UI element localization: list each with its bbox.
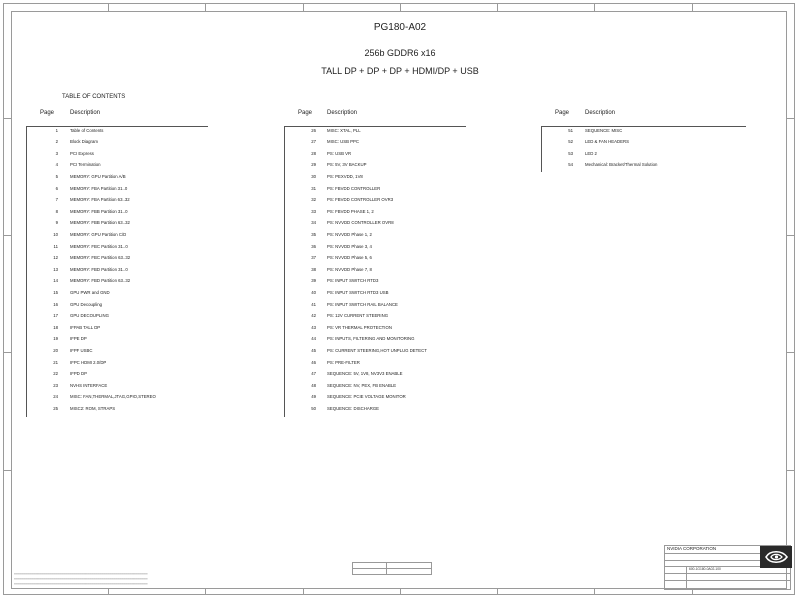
toc-description: MISC: XTAL, PLL xyxy=(327,127,361,133)
toc-description: SEQUENCE: MISC xyxy=(585,127,623,133)
toc-page-number: 2 xyxy=(55,139,58,145)
toc-description: SEQUENCE: PCIE VOLTAGE MONITOR xyxy=(327,394,406,400)
toc-description: PS: NVVDD Phase 1, 2 xyxy=(327,231,372,237)
toc-page-number: 22 xyxy=(53,371,58,377)
toc-page-number: 19 xyxy=(53,336,58,342)
toc-description: GPU DECOUPLING xyxy=(70,313,109,319)
toc-description: PS: NVVDD CONTROLLER OVR8 xyxy=(327,220,394,226)
toc-page-number: 47 xyxy=(311,371,316,377)
toc-description: LED & FAN HEADERS xyxy=(585,139,629,145)
toc-description: Block Diagram xyxy=(70,139,98,145)
toc-page-number: 37 xyxy=(311,255,316,261)
revision-block-divider xyxy=(352,568,432,569)
zone-tick xyxy=(108,3,109,11)
toc-page-number: 5 xyxy=(55,173,58,179)
toc-page-number: 49 xyxy=(311,394,316,400)
title-block-rule-2 xyxy=(664,560,761,561)
toc-description: SEQUENCE: 5V, 1V8, NV3V3 ENABLE xyxy=(327,371,403,377)
board-title: PG180-A02 xyxy=(373,22,427,33)
toc-page-number: 4 xyxy=(55,162,58,168)
zone-tick xyxy=(400,3,401,11)
toc-page-number: 17 xyxy=(53,313,58,319)
toc-page-number: 16 xyxy=(53,301,58,307)
toc-description: MEMORY: FBA Partition 31..0 xyxy=(70,185,128,191)
toc-page-number: 26 xyxy=(311,127,316,133)
zone-tick xyxy=(205,589,206,595)
toc-page-number: 6 xyxy=(55,185,58,191)
toc-page-number: 54 xyxy=(568,162,573,168)
zone-tick xyxy=(3,118,11,119)
toc-page-number: 23 xyxy=(53,382,58,388)
zone-tick xyxy=(692,3,693,11)
toc-description: PS: NVVDD Phase 7, 8 xyxy=(327,266,372,272)
toc-page-number: 3 xyxy=(55,150,58,156)
toc-description: PS: FBVDD PHASE 1, 2 xyxy=(327,208,374,214)
zone-tick xyxy=(787,352,795,353)
col2-page-header: Page xyxy=(298,110,313,116)
toc-description: LED 2 xyxy=(585,150,597,156)
toc-description: MEMORY: FBB Partition 63..32 xyxy=(70,220,130,226)
toc-description: PS: FBVDD CONTROLLER xyxy=(327,185,381,191)
toc-description: PS: INPUT SWITCH RAIL BALANCE xyxy=(327,301,398,307)
toc-page-number: 30 xyxy=(311,173,316,179)
toc-description: SEQUENCE: DISCHARGE xyxy=(327,405,380,411)
toc-page-number: 51 xyxy=(568,127,573,133)
title-block-rule-4 xyxy=(664,573,791,574)
toc-description: MEMORY: FBD Partition 63..32 xyxy=(70,278,131,284)
nvidia-logo-icon xyxy=(760,546,792,568)
toc-page-number: 11 xyxy=(53,243,58,249)
col3-page-header: Page xyxy=(555,110,570,116)
toc-page-number: 48 xyxy=(311,382,316,388)
zone-tick xyxy=(205,3,206,11)
toc-description: PS: PRE-FILTER xyxy=(327,359,360,365)
toc-page-number: 10 xyxy=(53,231,58,237)
toc-description: MISC: USB PPC xyxy=(327,139,359,145)
zone-tick xyxy=(108,589,109,595)
legal-notice-line-2: ▔▔▔▔▔▔▔▔▔▔▔▔▔▔▔▔▔▔▔▔▔▔▔▔▔▔▔▔▔▔▔▔▔▔▔▔▔▔▔▔▔▔▔▔▔▔▔▔▔▔▔▔▔▔▔▔▔▔▔▔▔▔▔▔▔▔▔ xyxy=(14,579,148,582)
toc-description: PS: INPUT SWITCH RTD3 xyxy=(327,278,379,284)
toc-description: MEMORY: FBC Partition 31..0 xyxy=(70,243,128,249)
toc-description: IFPE DP xyxy=(70,336,87,342)
toc-page-number: 24 xyxy=(53,394,58,400)
toc-page-number: 53 xyxy=(568,150,573,156)
toc-page-number: 29 xyxy=(311,162,316,168)
toc-description: MEMORY: GPU Partition C/D xyxy=(70,231,127,237)
toc-description: MEMORY: GPU Partition A/B xyxy=(70,173,126,179)
toc-description: NVHS INTERFACE xyxy=(70,382,108,388)
toc-page-number: 28 xyxy=(311,150,316,156)
toc-page-number: 41 xyxy=(311,301,316,307)
toc-page-number: 45 xyxy=(311,347,316,353)
company-name: NVIDIA CORPORATION xyxy=(667,546,717,551)
toc-title: TABLE OF CONTENTS xyxy=(62,94,126,100)
toc-description: PS: FBVDD CONTROLLER OVR3 xyxy=(327,197,394,203)
col2-desc-header: Description xyxy=(327,110,358,116)
toc-description: GPU Decoupling xyxy=(70,301,103,307)
zone-tick xyxy=(400,589,401,595)
toc-description: MEMORY: FBD Partition 31..0 xyxy=(70,266,128,272)
toc-description: PS: VR THERMAL PROTECTION xyxy=(327,324,392,330)
memory-config: 256b GDDR6 x16 xyxy=(364,48,436,58)
toc-page-number: 7 xyxy=(55,197,58,203)
toc-page-number: 52 xyxy=(568,139,573,145)
toc-description: GPU PWR and GND xyxy=(70,289,110,295)
toc-description: IFPD DP xyxy=(70,371,87,377)
toc-description: PS: 5V, 3V BACKUP xyxy=(327,162,367,168)
zone-tick xyxy=(303,3,304,11)
sheet-border-inner xyxy=(11,11,787,589)
col3-left-rule xyxy=(541,126,542,172)
toc-page-number: 20 xyxy=(53,347,58,353)
toc-page-number: 35 xyxy=(311,231,316,237)
toc-page-number: 15 xyxy=(53,289,58,295)
zone-tick xyxy=(594,589,595,595)
legal-notice-line-3: ▔▔▔▔▔▔▔▔▔▔▔▔▔▔▔▔▔▔▔▔▔▔▔▔▔▔▔▔▔▔▔▔▔▔▔▔▔▔▔▔▔▔▔▔▔▔▔▔▔▔▔▔▔▔▔▔▔▔▔▔▔▔▔▔▔▔▔ xyxy=(14,584,148,587)
revision-block-vdivider xyxy=(386,562,387,575)
toc-description: MISC: FAN,THERMAL,JTAG,GPIO,STEREO xyxy=(70,394,156,400)
toc-description: PS: CURRENT STEERING,HOT UNPLUG DETECT xyxy=(327,347,427,353)
toc-description: Table of Contents xyxy=(70,127,104,133)
toc-description: MEMORY: FBC Partition 63..32 xyxy=(70,255,131,261)
toc-page-number: 1 xyxy=(55,127,58,133)
toc-page-number: 31 xyxy=(311,185,316,191)
zone-tick xyxy=(3,235,11,236)
toc-description: PS: PEXVDD, 1V8 xyxy=(327,173,363,179)
toc-page-number: 44 xyxy=(311,336,316,342)
toc-page-number: 40 xyxy=(311,289,316,295)
zone-tick xyxy=(497,589,498,595)
toc-description: PCI Express xyxy=(70,150,94,156)
col1-desc-header: Description xyxy=(70,110,101,116)
toc-description: PS: NVVDD Phase 5, 6 xyxy=(327,255,372,261)
toc-page-number: 43 xyxy=(311,324,316,330)
display-outputs: TALL DP + DP + DP + HDMI/DP + USB xyxy=(321,66,479,76)
toc-description: SEQUENCE: NV, PEX, FB ENABLE xyxy=(327,382,397,388)
board-number: 600-1G180-0A02-100 xyxy=(689,567,721,571)
zone-tick xyxy=(594,3,595,11)
toc-page-number: 46 xyxy=(311,359,316,365)
zone-tick xyxy=(3,470,11,471)
toc-description: IFPF USBC xyxy=(70,347,93,353)
toc-description: MEMORY: FBA Partition 63..32 xyxy=(70,197,130,203)
toc-page-number: 38 xyxy=(311,266,316,272)
toc-page-number: 25 xyxy=(53,405,58,411)
toc-description: PCI Termination xyxy=(70,162,101,168)
toc-description: PS: NVVDD Phase 3, 4 xyxy=(327,243,372,249)
toc-page-number: 13 xyxy=(53,266,58,272)
toc-description: IFPC HDMI 2.0/DP xyxy=(70,359,107,365)
toc-page-number: 27 xyxy=(311,139,316,145)
toc-description: IFPAB TALL DP xyxy=(70,324,101,330)
title-block-rule-1 xyxy=(664,553,761,554)
toc-page-number: 33 xyxy=(311,208,316,214)
col1-left-rule xyxy=(26,126,27,417)
legal-notice-line-1: ▔▔▔▔▔▔▔▔▔▔▔▔▔▔▔▔▔▔▔▔▔▔▔▔▔▔▔▔▔▔▔▔▔▔▔▔▔▔▔▔▔▔▔▔▔▔▔▔▔▔▔▔▔▔▔▔▔▔▔▔▔▔▔▔▔▔▔ xyxy=(14,574,148,577)
toc-page-number: 21 xyxy=(53,359,58,365)
toc-page-number: 18 xyxy=(53,324,58,330)
toc-description: PS: INPUT SWITCH RTD3 USB xyxy=(327,289,389,295)
toc-page-number: 9 xyxy=(55,220,58,226)
zone-tick xyxy=(787,235,795,236)
zone-tick xyxy=(3,352,11,353)
toc-description: MISC2: ROM, STRAPS xyxy=(70,405,116,411)
zone-tick xyxy=(787,118,795,119)
zone-tick xyxy=(787,470,795,471)
toc-page-number: 42 xyxy=(311,313,316,319)
toc-page-number: 36 xyxy=(311,243,316,249)
title-block-vrule xyxy=(686,566,687,590)
col3-desc-header: Description xyxy=(585,110,616,116)
col1-page-header: Page xyxy=(40,110,55,116)
toc-page-number: 14 xyxy=(53,278,58,284)
toc-page-number: 8 xyxy=(55,208,58,214)
toc-page-number: 39 xyxy=(311,278,316,284)
zone-tick xyxy=(303,589,304,595)
zone-tick xyxy=(497,3,498,11)
toc-description: PS: 12V CURRENT STEERING xyxy=(327,313,389,319)
col2-left-rule xyxy=(284,126,285,417)
toc-page-number: 34 xyxy=(311,220,316,226)
title-block-rule-5 xyxy=(664,580,791,581)
toc-page-number: 50 xyxy=(311,405,316,411)
toc-page-number: 12 xyxy=(53,255,58,261)
toc-description: Mechanical: Bracket/Thermal Solution xyxy=(585,162,658,168)
toc-page-number: 32 xyxy=(311,197,316,203)
toc-description: PS: INPUTS, FILTERING AND MONITORING xyxy=(327,336,415,342)
toc-description: PS: USB VR xyxy=(327,150,352,156)
toc-description: MEMORY: FBB Partition 31..0 xyxy=(70,208,128,214)
